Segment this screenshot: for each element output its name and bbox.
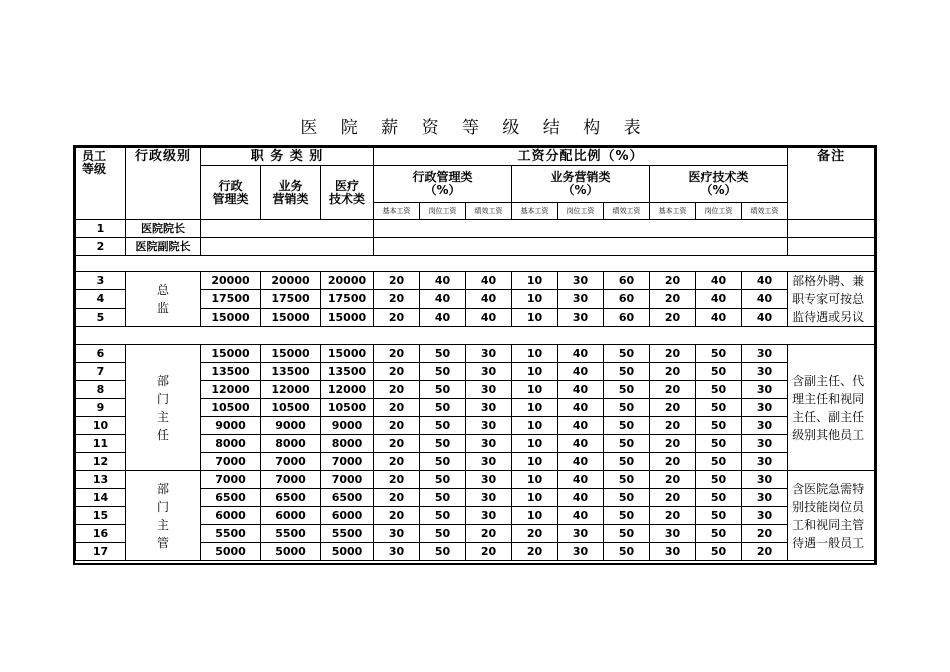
ratio-cell: 30: [650, 543, 696, 561]
grade-cell: 17: [76, 543, 126, 561]
ratio-cell: 30: [466, 435, 512, 453]
ratio-cell: 30: [742, 489, 788, 507]
remark-cell: [788, 272, 875, 327]
ratio-cell: 40: [558, 471, 604, 489]
salary-cell: 20000: [321, 272, 374, 290]
ratio-cell: 20: [650, 489, 696, 507]
ratio-cell: 10: [512, 435, 558, 453]
salary-cell: 13500: [201, 363, 261, 381]
grade-cell: 11: [76, 435, 126, 453]
sub-post: 岗位工资: [696, 203, 742, 220]
grade-cell: 7: [76, 363, 126, 381]
level-char: 任: [156, 427, 169, 442]
header-job-medical-line2: 技术类: [329, 191, 366, 206]
header-job-admin-line2: 管理类: [212, 191, 249, 206]
salary-cell: 15000: [201, 308, 261, 326]
ratio-cell: 20: [374, 435, 420, 453]
grade-cell: 8: [76, 381, 126, 399]
grade-cell: 14: [76, 489, 126, 507]
salary-cell: 12000: [321, 381, 374, 399]
level-cell: 医院副院长: [126, 238, 201, 256]
header-group-admin-name: 行政管理类: [412, 170, 473, 184]
ratio-cell: 40: [558, 399, 604, 417]
ratio-cell: 30: [466, 381, 512, 399]
ratio-cell: 30: [466, 345, 512, 363]
sub-basic: 基本工资: [374, 203, 420, 220]
ratio-cell: 30: [558, 308, 604, 326]
salary-cell: 17500: [321, 290, 374, 308]
ratio-cell: 60: [604, 290, 650, 308]
ratio-cell: 40: [558, 453, 604, 471]
salary-cell: 13500: [321, 363, 374, 381]
salary-cell: 9000: [201, 417, 261, 435]
page-title: 医 院 薪 资 等 级 结 构 表: [300, 118, 650, 138]
salary-cell: 6500: [261, 489, 321, 507]
header-job-sales-line1: 业务: [278, 178, 303, 193]
ratio-cell: 20: [650, 453, 696, 471]
header-ratio: 工资分配比例（%）: [374, 148, 788, 166]
ratio-cell: 50: [604, 453, 650, 471]
ratio-cell: 30: [742, 417, 788, 435]
ratio-cell: 50: [604, 471, 650, 489]
ratio-cell: 30: [742, 399, 788, 417]
salary-cell: 7000: [261, 453, 321, 471]
ratio-cell: 50: [420, 363, 466, 381]
remark-line: 待遇一般员工: [792, 535, 865, 550]
ratio-cell: 50: [696, 345, 742, 363]
ratio-cell: 50: [696, 453, 742, 471]
ratio-cell: 20: [650, 308, 696, 326]
sub-basic: 基本工资: [650, 203, 696, 220]
ratio-cell: 50: [696, 507, 742, 525]
salary-cell: 10500: [321, 399, 374, 417]
remark-line: 主任、副主任: [792, 409, 865, 424]
grade-cell: 16: [76, 525, 126, 543]
ratio-cell: 30: [742, 507, 788, 525]
ratio-cell: 30: [466, 363, 512, 381]
ratio-cell: 10: [512, 489, 558, 507]
ratio-cell: 60: [604, 308, 650, 326]
salary-cell: 17500: [201, 290, 261, 308]
remark-line: 部格外聘、兼: [792, 274, 865, 288]
sub-performance: 绩效工资: [742, 203, 788, 220]
salary-cell: 5000: [321, 543, 374, 561]
ratio-cell: 40: [558, 507, 604, 525]
ratio-cell: 10: [512, 399, 558, 417]
level-char: 管: [156, 535, 169, 550]
ratio-cell: 50: [696, 417, 742, 435]
remark-line: 含副主任、代: [792, 373, 865, 388]
grade-cell: 6: [76, 345, 126, 363]
grade-cell: 3: [76, 272, 126, 290]
remark-cell: [788, 345, 875, 471]
grade-cell: 10: [76, 417, 126, 435]
ratio-cell: 50: [604, 489, 650, 507]
spacer-cell: [76, 327, 875, 345]
ratio-cell: 20: [650, 471, 696, 489]
ratio-cell: 30: [374, 525, 420, 543]
spacer-row: [76, 256, 875, 272]
level-char: 总: [156, 283, 169, 297]
ratio-cell: 10: [512, 290, 558, 308]
ratio-cell: 20: [374, 345, 420, 363]
ratio-cell: 50: [604, 381, 650, 399]
grade-cell: 5: [76, 308, 126, 326]
ratio-cell: 10: [512, 507, 558, 525]
ratio-cell: 40: [558, 489, 604, 507]
ratio-cell: 20: [374, 381, 420, 399]
ratio-cell: 30: [466, 417, 512, 435]
ratio-cell: 50: [420, 525, 466, 543]
ratio-cell: 40: [696, 290, 742, 308]
ratio-cell: 50: [420, 507, 466, 525]
ratio-cell: 50: [696, 363, 742, 381]
sub-basic: 基本工资: [512, 203, 558, 220]
grade-cell: 15: [76, 507, 126, 525]
salary-table-frame: [73, 145, 877, 565]
ratio-cell: 50: [604, 507, 650, 525]
salary-cell: 12000: [261, 381, 321, 399]
ratio-cell: 20: [650, 381, 696, 399]
header-group-admin-unit: （%）: [424, 183, 461, 197]
salary-cell: 6000: [201, 507, 261, 525]
ratio-cell: 20: [512, 525, 558, 543]
table-row: [76, 220, 875, 238]
header-job-medical-line1: 医疗: [335, 178, 360, 193]
salary-cell: 20000: [261, 272, 321, 290]
ratio-cell: 10: [512, 417, 558, 435]
ratio-cell: 50: [696, 543, 742, 561]
ratio-cell: 30: [466, 507, 512, 525]
salary-cell: 8000: [201, 435, 261, 453]
header-group-medical: [650, 166, 788, 203]
ratio-cell: 30: [742, 381, 788, 399]
ratio-cell: 40: [466, 290, 512, 308]
grade-cell: 13: [76, 471, 126, 489]
salary-cell: 15000: [261, 345, 321, 363]
salary-cell: 20000: [201, 272, 261, 290]
ratio-cell: 50: [604, 417, 650, 435]
ratio-cell: 40: [742, 290, 788, 308]
ratio-cells-empty: [374, 238, 788, 256]
ratio-cell: 40: [696, 272, 742, 290]
spacer-row: [76, 327, 875, 345]
ratio-cell: 20: [650, 363, 696, 381]
ratio-cell: 20: [650, 345, 696, 363]
ratio-cell: 30: [558, 290, 604, 308]
ratio-cell: 30: [558, 272, 604, 290]
header-job-sales-line2: 营销类: [272, 191, 309, 206]
salary-cell: 13500: [261, 363, 321, 381]
ratio-cell: 40: [420, 272, 466, 290]
ratio-cell: 30: [466, 399, 512, 417]
ratio-cell: 20: [742, 543, 788, 561]
header-job-type: 职 务 类 别: [201, 148, 374, 166]
ratio-cell: 20: [466, 543, 512, 561]
level-char: 监: [156, 301, 169, 315]
header-grade-line1: 员工: [82, 149, 107, 163]
ratio-cell: 30: [742, 345, 788, 363]
ratio-cell: 30: [558, 525, 604, 543]
ratio-cell: 20: [374, 363, 420, 381]
salary-cell: 7000: [321, 471, 374, 489]
ratio-cell: 30: [466, 471, 512, 489]
header-grade-line2: 等级: [82, 162, 107, 176]
header-job-medical: [321, 166, 374, 220]
ratio-cell: 50: [420, 435, 466, 453]
ratio-cell: 20: [374, 399, 420, 417]
header-job-admin: [201, 166, 261, 220]
table-row: [76, 238, 875, 256]
ratio-cell: 40: [466, 308, 512, 326]
sub-post: 岗位工资: [420, 203, 466, 220]
ratio-cell: 50: [420, 489, 466, 507]
ratio-cell: 50: [696, 381, 742, 399]
ratio-cell: 10: [512, 345, 558, 363]
ratio-cell: 50: [420, 453, 466, 471]
table-row: [76, 345, 875, 363]
ratio-cell: 50: [604, 345, 650, 363]
ratio-cells-empty: [374, 220, 788, 238]
ratio-cell: 20: [374, 308, 420, 326]
header-remark: 备注: [788, 148, 875, 220]
salary-cell: 5500: [261, 525, 321, 543]
ratio-cell: 20: [650, 435, 696, 453]
ratio-cell: 50: [420, 345, 466, 363]
header-job-sales: [261, 166, 321, 220]
ratio-cell: 10: [512, 453, 558, 471]
grade-cell: 4: [76, 290, 126, 308]
ratio-cell: 40: [558, 435, 604, 453]
ratio-cell: 40: [420, 308, 466, 326]
header-grade: [76, 148, 126, 220]
ratio-cell: 20: [650, 272, 696, 290]
ratio-cell: 40: [558, 381, 604, 399]
salary-cell: 6000: [321, 507, 374, 525]
grade-cell: 9: [76, 399, 126, 417]
ratio-cell: 20: [374, 290, 420, 308]
ratio-cell: 20: [466, 525, 512, 543]
level-char: 门: [156, 499, 169, 514]
remark-cell: [788, 238, 875, 256]
ratio-cell: 40: [558, 417, 604, 435]
sub-performance: 绩效工资: [604, 203, 650, 220]
ratio-cell: 50: [420, 381, 466, 399]
salary-cell: 15000: [261, 308, 321, 326]
table-row: [76, 471, 875, 489]
ratio-cell: 40: [558, 363, 604, 381]
ratio-cell: 30: [650, 525, 696, 543]
header-group-sales-unit: （%）: [562, 183, 599, 197]
remark-line: 级别其他员工: [792, 427, 865, 442]
ratio-cell: 40: [558, 345, 604, 363]
salary-cell: 9000: [261, 417, 321, 435]
salary-cell: 10500: [201, 399, 261, 417]
ratio-cell: 50: [604, 435, 650, 453]
ratio-cell: 20: [374, 471, 420, 489]
ratio-cell: 50: [420, 471, 466, 489]
ratio-cell: 60: [604, 272, 650, 290]
header-group-admin: [374, 166, 512, 203]
level-char: 部: [156, 373, 169, 388]
ratio-cell: 50: [604, 399, 650, 417]
level-char: 部: [156, 481, 169, 496]
ratio-cell: 50: [604, 543, 650, 561]
remark-line: 含医院急需特: [792, 481, 865, 496]
ratio-cell: 20: [374, 272, 420, 290]
ratio-cell: 30: [374, 543, 420, 561]
salary-cell: 12000: [201, 381, 261, 399]
header-group-medical-name: 医疗技术类: [688, 170, 749, 184]
ratio-cell: 10: [512, 308, 558, 326]
salary-cell: 7000: [261, 471, 321, 489]
job-cells-empty: [201, 238, 374, 256]
salary-cell: 7000: [321, 453, 374, 471]
ratio-cell: 30: [558, 543, 604, 561]
level-char: 主: [156, 409, 169, 424]
salary-cell: 6500: [201, 489, 261, 507]
remark-line: 职专家可按总: [792, 292, 865, 306]
ratio-cell: 20: [650, 417, 696, 435]
ratio-cell: 50: [696, 525, 742, 543]
ratio-cell: 20: [374, 489, 420, 507]
ratio-cell: 40: [696, 308, 742, 326]
salary-cell: 7000: [201, 471, 261, 489]
ratio-cell: 20: [374, 507, 420, 525]
salary-cell: 6500: [321, 489, 374, 507]
remark-cell: [788, 220, 875, 238]
spacer-cell: [76, 256, 875, 272]
header-job-admin-line1: 行政: [218, 178, 243, 193]
ratio-cell: 50: [420, 399, 466, 417]
ratio-cell: 50: [604, 525, 650, 543]
ratio-cell: 50: [696, 489, 742, 507]
salary-cell: 15000: [321, 345, 374, 363]
sub-post: 岗位工资: [558, 203, 604, 220]
job-cells-empty: [201, 220, 374, 238]
ratio-cell: 50: [696, 399, 742, 417]
ratio-cell: 40: [466, 272, 512, 290]
ratio-cell: 30: [742, 471, 788, 489]
ratio-cell: 50: [604, 363, 650, 381]
header-group-sales: [512, 166, 650, 203]
ratio-cell: 40: [420, 290, 466, 308]
header-group-sales-name: 业务营销类: [550, 170, 611, 184]
remark-line: 监待遇或另议: [792, 310, 865, 324]
ratio-cell: 10: [512, 471, 558, 489]
ratio-cell: 20: [374, 453, 420, 471]
sub-performance: 绩效工资: [466, 203, 512, 220]
salary-cell: 5000: [261, 543, 321, 561]
salary-cell: 15000: [201, 345, 261, 363]
ratio-cell: 50: [420, 417, 466, 435]
level-cell: [126, 272, 201, 327]
ratio-cell: 30: [466, 453, 512, 471]
level-cell: [126, 345, 201, 471]
ratio-cell: 20: [650, 507, 696, 525]
salary-cell: 8000: [321, 435, 374, 453]
salary-cell: 6000: [261, 507, 321, 525]
salary-cell: 17500: [261, 290, 321, 308]
ratio-cell: 30: [742, 363, 788, 381]
level-char: 门: [156, 391, 169, 406]
grade-cell: 2: [76, 238, 126, 256]
salary-cell: 7000: [201, 453, 261, 471]
remark-line: 理主任和视同: [792, 391, 865, 406]
ratio-cell: 50: [696, 471, 742, 489]
ratio-cell: 30: [742, 453, 788, 471]
grade-cell: 12: [76, 453, 126, 471]
salary-cell: 10500: [261, 399, 321, 417]
salary-grade-table: [75, 147, 875, 561]
salary-cell: 8000: [261, 435, 321, 453]
salary-cell: 15000: [321, 308, 374, 326]
ratio-cell: 20: [512, 543, 558, 561]
ratio-cell: 10: [512, 381, 558, 399]
remark-line: 工和视同主管: [792, 517, 865, 532]
ratio-cell: 30: [466, 489, 512, 507]
header-group-medical-unit: （%）: [700, 183, 737, 197]
remark-line: 别技能岗位员: [792, 499, 865, 514]
salary-cell: 5500: [321, 525, 374, 543]
ratio-cell: 20: [374, 417, 420, 435]
ratio-cell: 40: [742, 308, 788, 326]
salary-cell: 9000: [321, 417, 374, 435]
level-cell: 医院院长: [126, 220, 201, 238]
ratio-cell: 10: [512, 363, 558, 381]
salary-cell: 5500: [201, 525, 261, 543]
ratio-cell: 20: [650, 290, 696, 308]
ratio-cell: 30: [742, 435, 788, 453]
salary-cell: 5000: [201, 543, 261, 561]
ratio-cell: 40: [742, 272, 788, 290]
ratio-cell: 50: [696, 435, 742, 453]
ratio-cell: 50: [420, 543, 466, 561]
ratio-cell: 20: [650, 399, 696, 417]
remark-cell: [788, 471, 875, 561]
header-admin-level: 行政级别: [126, 148, 201, 220]
ratio-cell: 10: [512, 272, 558, 290]
ratio-cell: 20: [742, 525, 788, 543]
grade-cell: 1: [76, 220, 126, 238]
level-char: 主: [156, 517, 169, 532]
table-row: [76, 272, 875, 290]
level-cell: [126, 471, 201, 561]
